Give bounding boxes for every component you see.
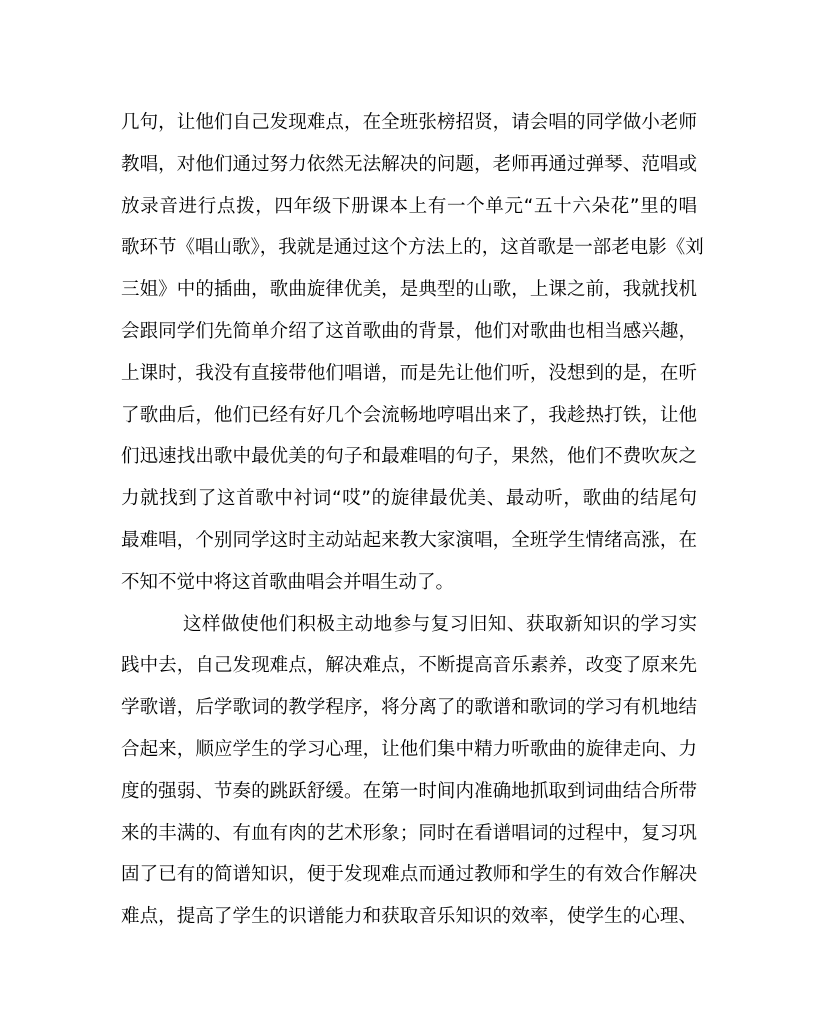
text-line-4: 歌环节《唱山歌》，我就是通过这个方法上的，这首歌是一部老电影《刘 (121, 237, 704, 259)
text-line-5: 三姐》中的插曲，歌曲旋律优美，是典型的山歌，上课之前，我就找机 (121, 279, 697, 301)
text-line-16: 合起来，顺应学生的学习心理，让他们集中精力听歌曲的旋律走向、力 (121, 738, 697, 760)
text-line-10: 力就找到了这首歌中衬词“哎”的旋律最优美、最动听，歌曲的结尾句 (121, 488, 697, 510)
text-line-15: 学歌谱，后学歌词的教学程序，将分离了的歌谱和歌词的学习有机地结 (121, 697, 697, 719)
text-line-6: 会跟同学们先简单介绍了这首歌曲的背景，他们对歌曲也相当感兴趣， (121, 320, 697, 342)
text-line-3: 放录音进行点拨，四年级下册课本上有一个单元“五十六朵花”里的唱 (121, 195, 697, 217)
text-line-18: 来的丰满的、有血有肉的艺术形象；同时在看谱唱词的过程中，复习巩 (121, 822, 697, 844)
text-line-14: 践中去，自己发现难点，解决难点，不断提高音乐素养，改变了原来先 (121, 655, 697, 677)
text-line-12: 不知不觉中将这首歌曲唱会并唱生动了。 (121, 571, 455, 593)
text-line-1: 几句，让他们自己发现难点，在全班张榜招贤，请会唱的同学做小老师 (121, 112, 697, 133)
body-text (121, 102, 704, 938)
text-line-13: 这样做使他们积极主动地参与复习旧知、获取新知识的学习实 (183, 613, 697, 635)
text-line-7: 上课时，我没有直接带他们唱谱，而是先让他们听，没想到的是，在听 (121, 362, 697, 384)
text-line-20: 难点，提高了学生的识谱能力和获取音乐知识的效率，使学生的心理、 (121, 906, 697, 928)
text-line-17: 度的强弱、节奏的跳跃舒缓。在第一时间内准确地抓取到词曲结合所带 (121, 780, 697, 802)
text-line-2: 教唱，对他们通过努力依然无法解决的问题，老师再通过弹琴、范唱或 (121, 153, 697, 175)
text-line-11: 最难唱，个别同学这时主动站起来教大家演唱，全班学生情绪高涨，在 (121, 529, 697, 551)
text-line-19: 固了已有的简谱知识，便于发现难点而通过教师和学生的有效合作解决 (121, 864, 697, 886)
text-line-9: 们迅速找出歌中最优美的句子和最难唱的句子，果然，他们不费吹灰之 (121, 446, 697, 468)
text-line-8: 了歌曲后，他们已经有好几个会流畅地哼唱出来了，我趁热打铁，让他 (121, 404, 697, 426)
